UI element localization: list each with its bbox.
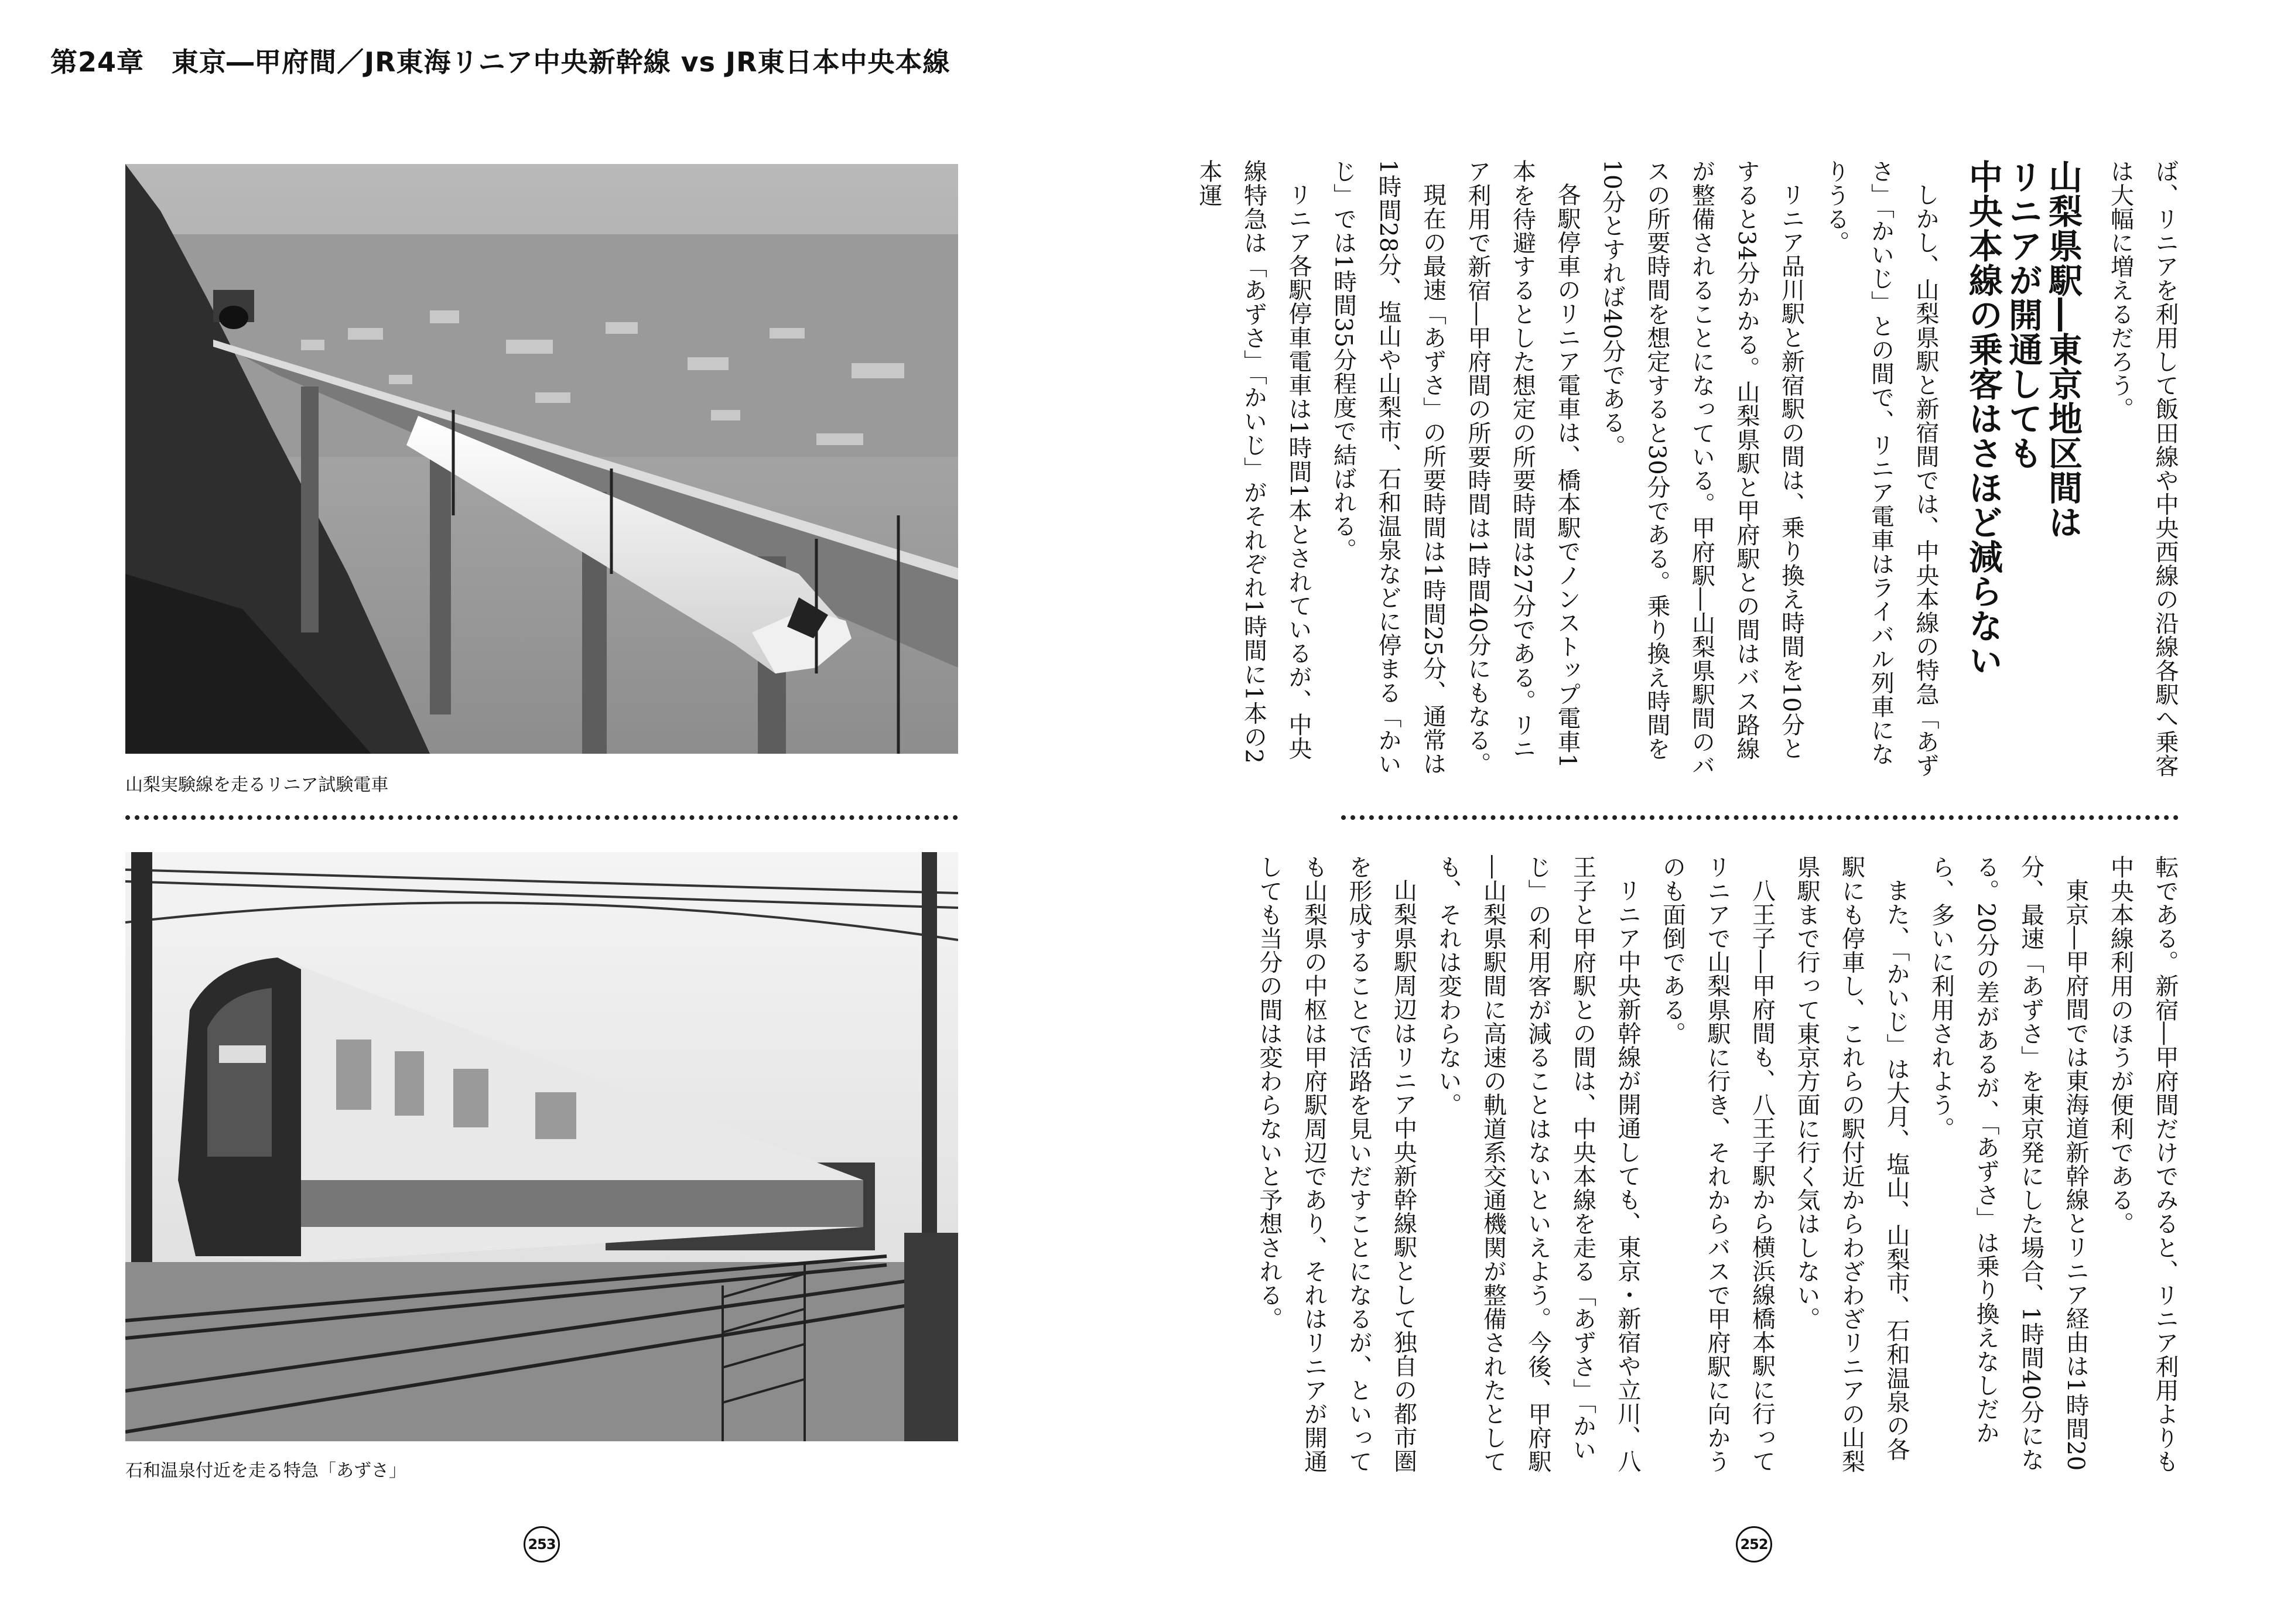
chapter-header: 第24章 東京―甲府間／JR東海リニア中央新幹線 vs JR東日本中央本線 [50, 46, 950, 78]
article-body-upper [1195, 159, 2187, 780]
body-paragraph: 八王子―甲府間も、八王子駅から横浜線橋本駅に行ってリニアで山梨県駅に行き、それからバスで甲府駅に向かうのも面倒である。 [1659, 855, 1776, 1473]
body-paragraph: 転である。新宿―甲府間だけでみると、リニア利用よりも中央本線利用のほうが便利である。 [2107, 855, 2179, 1473]
article-body-lower [1256, 855, 2187, 1476]
body-paragraph: 東京―甲府間では東海道新幹線とリニア経由は1時間20分、最速「あずさ」を東京発にした場合、1時間40分になる。20分の差があるが、「あずさ」は乗り換えなしだから、多いに利用されよう。 [1927, 855, 2089, 1472]
dotted-divider-right [1341, 815, 2179, 820]
body-paragraph: 山梨県駅周辺はリニア中央新幹線駅として独自の都市圏を形成することで活路を見いだすことになるが、といっても山梨県の中枢は甲府駅周辺であり、それはリニアが開通しても当分の間は変わらないと予想される。 [1256, 855, 1417, 1473]
lead-paragraph: ば、リニアを利用して飯田線や中央西線の沿線各駅へ乗客は大幅に増えるだろう。 [2107, 159, 2179, 778]
linear-train-photo-icon [125, 164, 958, 754]
section-heading-line: 中央本線の乗客はさほど減らない [1963, 159, 2003, 678]
photo-caption-top: 山梨実験線を走るリニア試験電車 [125, 775, 389, 795]
page-number-253: 253 [524, 1526, 560, 1563]
body-paragraph: しかし、山梨県駅と新宿間では、中央本線の特急「あずさ」「かいじ」との間で、リニア電車はライバル列車になりうる。 [1823, 159, 1939, 777]
body-paragraph: リニア中央新幹線が開通しても、東京・新宿や立川、八王子と甲府駅との間は、中央本線を走る「あずさ」「かいじ」の利用客が減ることはないといえよう。今後、甲府駅―山梨県駅間に高速の軌道系交通機関が整備されたとしても、それは変わらない。 [1435, 855, 1641, 1473]
body-paragraph: リニア品川駅と新宿駅の間は、乗り換え時間を10分とすると34分かかる。山梨県駅と甲府駅との間はバス路線が整備されることになっている。甲府駅―山梨県駅間のバスの所要時間を想定すると30分である。乗り換え時間を10分とすれば40分である。 [1598, 159, 1805, 778]
section-heading-line: 山梨県駅―東京地区間は [2043, 159, 2083, 539]
body-paragraph: また、「かいじ」は大月、塩山、山梨市、石和温泉の各駅にも停車し、これらの駅付近からわざわざリニアの山梨県駅まで行って東京方面に行く気はしない。 [1793, 855, 1910, 1473]
photo-caption-bottom: 石和温泉付近を走る特急「あずさ」 [125, 1461, 406, 1481]
section-heading-line: リニアが開通しても [2003, 159, 2043, 470]
dotted-divider-left [125, 815, 958, 820]
page-number-252: 252 [1736, 1526, 1772, 1563]
section-heading [1963, 159, 2083, 780]
limited-express-train-photo-icon [125, 852, 958, 1441]
body-paragraph: 現在の最速「あずさ」の所要時間は1時間25分、通常は1時間28分、塩山や山梨市、石和温泉などに停まる「かいじ」では1時間35分程度で結ばれる。 [1329, 159, 1447, 776]
body-paragraph: 各駅停車のリニア電車は、橋本駅でノンストップ電車1本を待避するとした想定の所要時間は27分である。リニア利用で新宿―甲府間の所要時間は1時間40分にもなる。 [1464, 159, 1581, 776]
body-paragraph: リニア各駅停車電車は1時間1本とされているが、中央線特急は「あずさ」「かいじ」がそれぞれ1時間に1本の2本運 [1195, 159, 1312, 764]
